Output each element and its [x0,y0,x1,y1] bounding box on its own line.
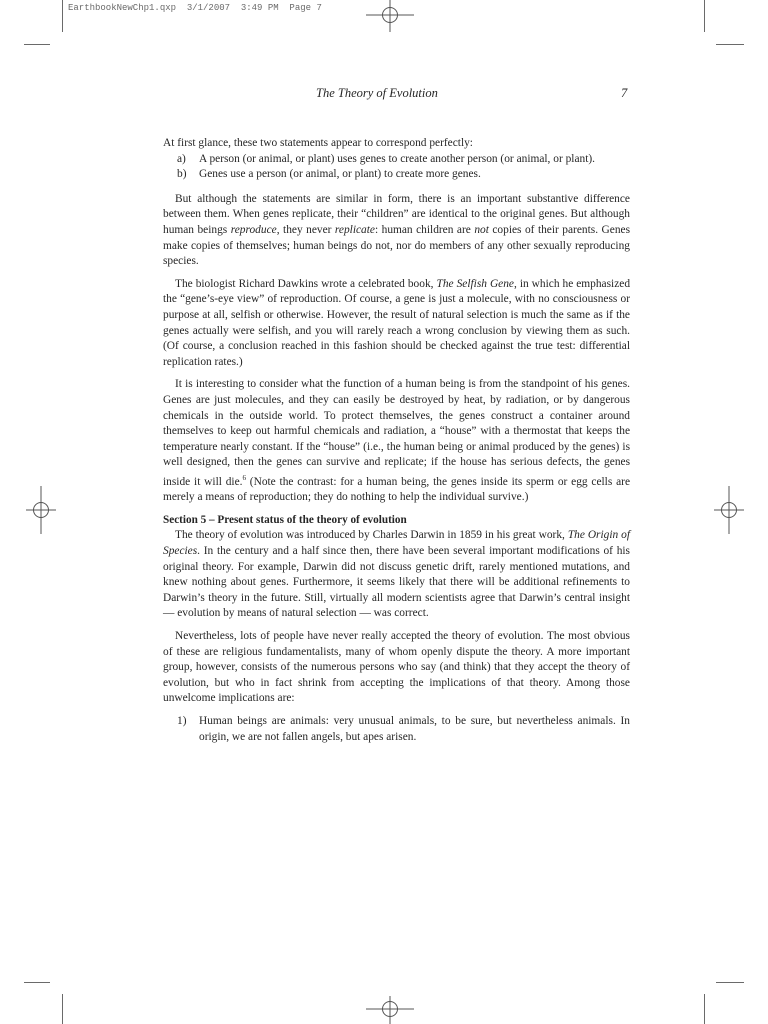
crop-mark-top-right-vertical [704,0,705,32]
paragraph-darwin: The theory of evolution was introduced by Charles Darwin in 1859 in his great work, The Origin of Species. In the century and a half since then, there have been several important modifications of his original theory. For example, Darwin did not discuss genetic drift, rarely mentioned mutations, and knew nothing about genes. Furthermore, it seems likely that there will be additional refinements to Darwin’s theory in the future. Still, virtually all modern scientists agree that Darwin’s central insight — evolution by means of natural selection — was correct. [163,529,630,620]
intro-paragraph: At first glance, these two statements appear to correspond perfectly: [163,137,473,149]
list-item-label: b) [177,168,187,181]
list-item [163,152,630,168]
list-item [163,714,630,745]
statement-list [163,152,630,183]
registration-mark-right [714,486,744,534]
crop-mark-top-left-vertical [62,0,63,32]
registration-mark-bottom [366,996,414,1024]
section-heading: Section 5 – Present status of the theory of evolution [163,513,407,526]
registration-mark-top [366,0,414,32]
page-number: 7 [621,86,628,100]
paragraph-genes-vs-humans: But although the statements are similar in form, there is an important substantive difference between them. When genes replicate, their “children” are identical to the original genes. But although human beings reproduce, they never replicate: human children are not copies of their parents. Genes make copies of themselves; human beings do not, nor do members of any other sexually reproducing species. [163,192,630,268]
list-item-text: A person (or animal, or plant) uses genes to create another person (or animal, or plant). [199,152,596,165]
body-text [163,136,630,754]
crop-mark-top-left-horizontal [24,44,50,45]
running-head [0,86,768,102]
paragraph-gene-standpoint: It is interesting to consider what the function of a human being is from the standpoint of his genes. Genes are just molecules, and they can easily be destroyed by heat, by radiation, or by dangerous chemicals in the outside world. To protect themselves, the genes construct a container around themselves to keep out harmful chemicals and radiation, a “house” with a thermostat that keeps the temperature nearly constant. If the “house” (i.e., the human being or animal produced by the genes) is well designed, then the genes can survive and replicate; if the house has serious defects, the genes inside it will die.$^6$ (Note the contrast: for a human being, the genes inside its sperm or egg cells are merely a means of reproduction; they do nothing to help the individual survive.) [163,378,630,504]
crop-mark-bottom-right-vertical [704,994,705,1024]
list-item-text: Human beings are animals: very unusual animals, to be sure, but nevertheless animals. In origin, we are not fallen angels, but apes arisen. [199,714,630,743]
implications-list [163,714,630,745]
crop-mark-bottom-left-vertical [62,994,63,1024]
running-head-title: The Theory of Evolution [316,86,438,100]
printer-slug: EarthbookNewChp1.qxp 3/1/2007 3:49 PM Page 7 [68,3,322,13]
crop-mark-bottom-left-horizontal [24,982,50,983]
list-item [163,167,630,183]
paragraph-dawkins: The biologist Richard Dawkins wrote a celebrated book, The Selfish Gene, in which he emphasized the “gene’s-eye view” of reproduction. Of course, a gene is just a molecule, with no consciousness or purpose at all, selfish or otherwise. However, the result of natural selection is much the same as if the genes actually were selfish, and you will rarely reach a wrong conclusion by viewing them as such. (Of course, a conclusion reached in this fashion should be checked against the true test: differential replication rates.) [163,277,631,368]
list-item-label: a) [177,152,186,165]
list-item-text: Genes use a person (or animal, or plant) to create more genes. [199,168,481,181]
crop-mark-bottom-right-horizontal [716,982,744,983]
list-item-label: 1) [177,714,187,727]
crop-mark-top-right-horizontal [716,44,744,45]
footnote-reference[interactable]: 6 [242,473,246,482]
paragraph-nevertheless: Nevertheless, lots of people have never really accepted the theory of evolution. The most obvious of these are religious fundamentalists, many of whom openly dispute the theory. A more important group, however, consists of the numerous persons who say (and think) that they accept the theory of evolution, but who in fact shrink from accepting the implications of that theory. Among those unwelcome implications are: [163,630,630,705]
registration-mark-left [26,486,56,534]
